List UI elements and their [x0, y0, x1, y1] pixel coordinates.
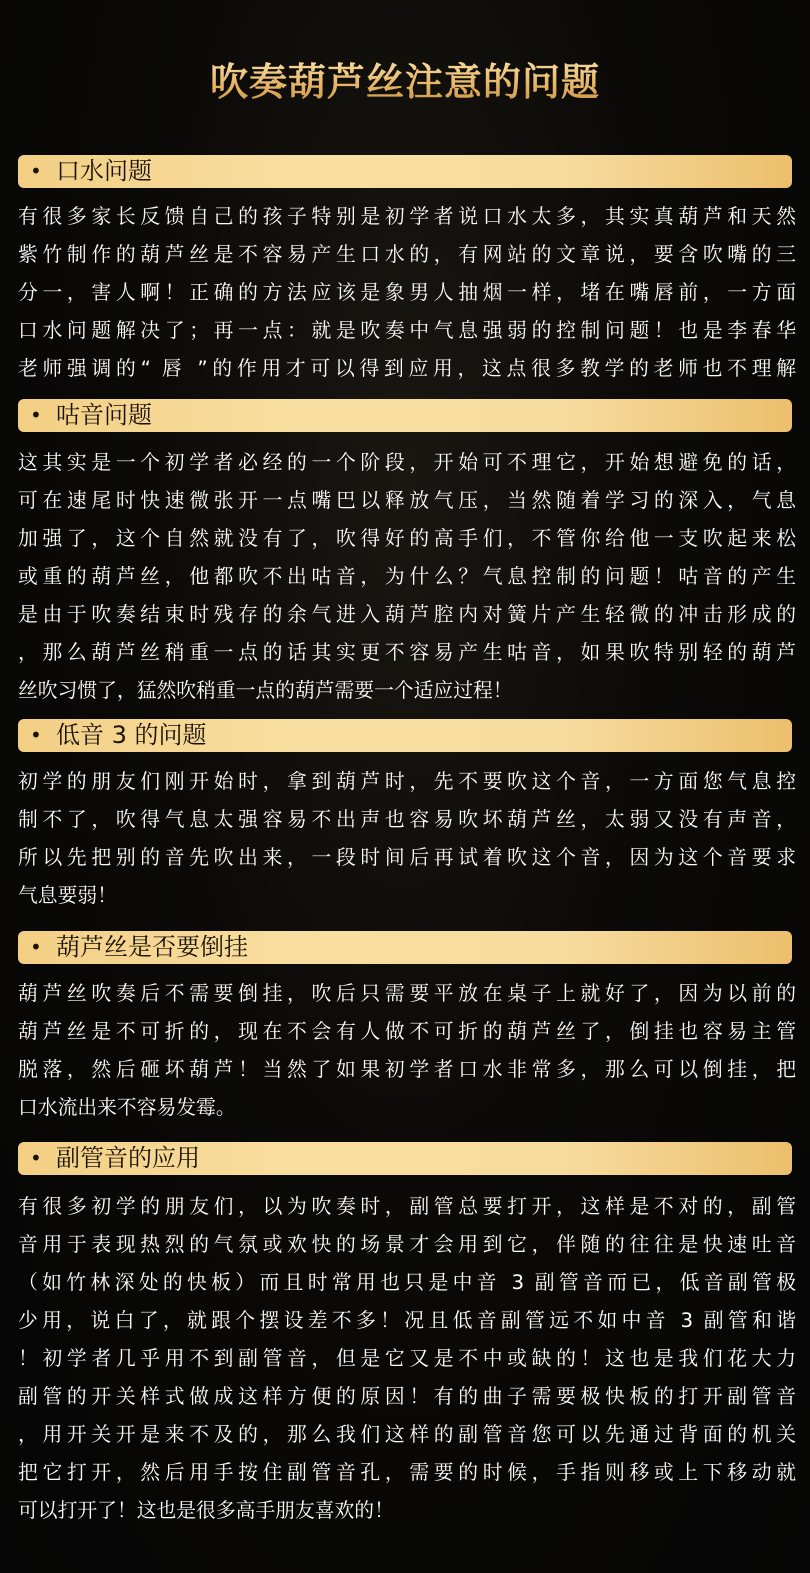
- section-banner: [18, 155, 792, 188]
- body-line: 气息要弱！: [18, 884, 117, 907]
- body-line: 少用，说白了，就跟个摆设差不多！况且低音副管远不如中音 3 副管和谐: [18, 1309, 796, 1332]
- section-body: [18, 198, 796, 388]
- section-banner: [18, 719, 792, 752]
- body-line: 紫竹制作的葫芦丝是不容易产生口水的，有网站的文章说，要含吹嘴的三: [18, 243, 796, 266]
- body-line: 口水流出来不容易发霉。: [18, 1096, 236, 1119]
- bullet-icon: •: [30, 403, 42, 427]
- body-line: 这其实是一个初学者必经的一个阶段，开始可不理它，开始想避免的话，: [18, 451, 796, 474]
- body-line: （如竹林深处的快板）而且时常用也只是中音 3 副管音而已，低音副管极: [18, 1271, 796, 1294]
- body-line: 丝吹习惯了，猛然吹稍重一点的葫芦需要一个适应过程！: [18, 679, 513, 702]
- body-line: ！初学者几乎用不到副管音，但是它又是不中或缺的！这也是我们花大力: [18, 1347, 796, 1370]
- section-heading: 口水问题: [56, 157, 152, 185]
- body-line: 有很多家长反馈自己的孩子特别是初学者说口水太多，其实真葫芦和天然: [18, 205, 796, 228]
- body-line: 葫芦丝是不可折的，现在不会有人做不可折的葫芦丝了，倒挂也容易主管: [18, 1020, 796, 1043]
- body-line: 可在速尾时快速微张开一点嘴巴以释放气压，当然随着学习的深入，气息: [18, 489, 796, 512]
- bullet-icon: •: [30, 1146, 42, 1170]
- section-body: [18, 444, 796, 710]
- section-banner: [18, 931, 792, 964]
- body-line: 老师强调的“ 唇 ”的作用才可以得到应用，这点很多教学的老师也不理解: [18, 357, 796, 380]
- body-line: 把它打开，然后用手按住副管音孔，需要的时候，手指则移或上下移动就: [18, 1461, 796, 1484]
- body-line: 副管的开关样式做成这样方便的原因！有的曲子需要极快板的打开副管音: [18, 1385, 796, 1408]
- section-heading: 低音 3 的问题: [56, 721, 207, 749]
- body-line: 制不了，吹得气息太强容易不出声也容易吹坏葫芦丝，太弱又没有声音，: [18, 808, 796, 831]
- page-title: 吹奏葫芦丝注意的问题: [0, 52, 810, 112]
- body-line: 有很多初学的朋友们，以为吹奏时，副管总要打开，这样是不对的，副管: [18, 1195, 796, 1218]
- section-heading: 副管音的应用: [56, 1144, 200, 1172]
- body-line: 或重的葫芦丝，他都吹不出咕音，为什么？气息控制的问题！咕音的产生: [18, 565, 796, 588]
- section-body: [18, 975, 796, 1127]
- body-line: 加强了，这个自然就没有了，吹得好的高手们，不管你给他一支吹起来松: [18, 527, 796, 550]
- body-line: ，那么葫芦丝稍重一点的话其实更不容易产生咕音，如果吹特别轻的葫芦: [18, 641, 796, 664]
- body-line: 音用于表现热烈的气氛或欢快的场景才会用到它，伴随的往往是快速吐音: [18, 1233, 796, 1256]
- section-banner: [18, 399, 792, 432]
- section-body: [18, 1188, 796, 1530]
- section-banner: [18, 1142, 792, 1175]
- body-line: 葫芦丝吹奏后不需要倒挂，吹后只需要平放在桌子上就好了，因为以前的: [18, 982, 796, 1005]
- body-line: 可以打开了！这也是很多高手朋友喜欢的！: [18, 1499, 394, 1522]
- section-heading: 咕音问题: [56, 401, 152, 429]
- body-line: 分一，害人啊！正确的方法应该是象男人抽烟一样，堵在嘴唇前，一方面: [18, 281, 796, 304]
- body-line: 初学的朋友们刚开始时，拿到葫芦时，先不要吹这个音，一方面您气息控: [18, 770, 796, 793]
- body-line: 口水问题解决了；再一点：就是吹奏中气息强弱的控制问题！也是李春华: [18, 319, 796, 342]
- bullet-icon: •: [30, 935, 42, 959]
- body-line: 脱落，然后砸坏葫芦！当然了如果初学者口水非常多，那么可以倒挂，把: [18, 1058, 796, 1081]
- section-body: [18, 763, 796, 915]
- bullet-icon: •: [30, 159, 42, 183]
- body-line: ，用开关开是来不及的，那么我们这样的副管音您可以先通过背面的机关: [18, 1423, 796, 1446]
- section-heading: 葫芦丝是否要倒挂: [56, 933, 248, 961]
- body-line: 是由于吹奏结束时残存的余气进入葫芦腔内对簧片产生轻微的冲击形成的: [18, 603, 796, 626]
- bullet-icon: •: [30, 723, 42, 747]
- body-line: 所以先把别的音先吹出来，一段时间后再试着吹这个音，因为这个音要求: [18, 846, 796, 869]
